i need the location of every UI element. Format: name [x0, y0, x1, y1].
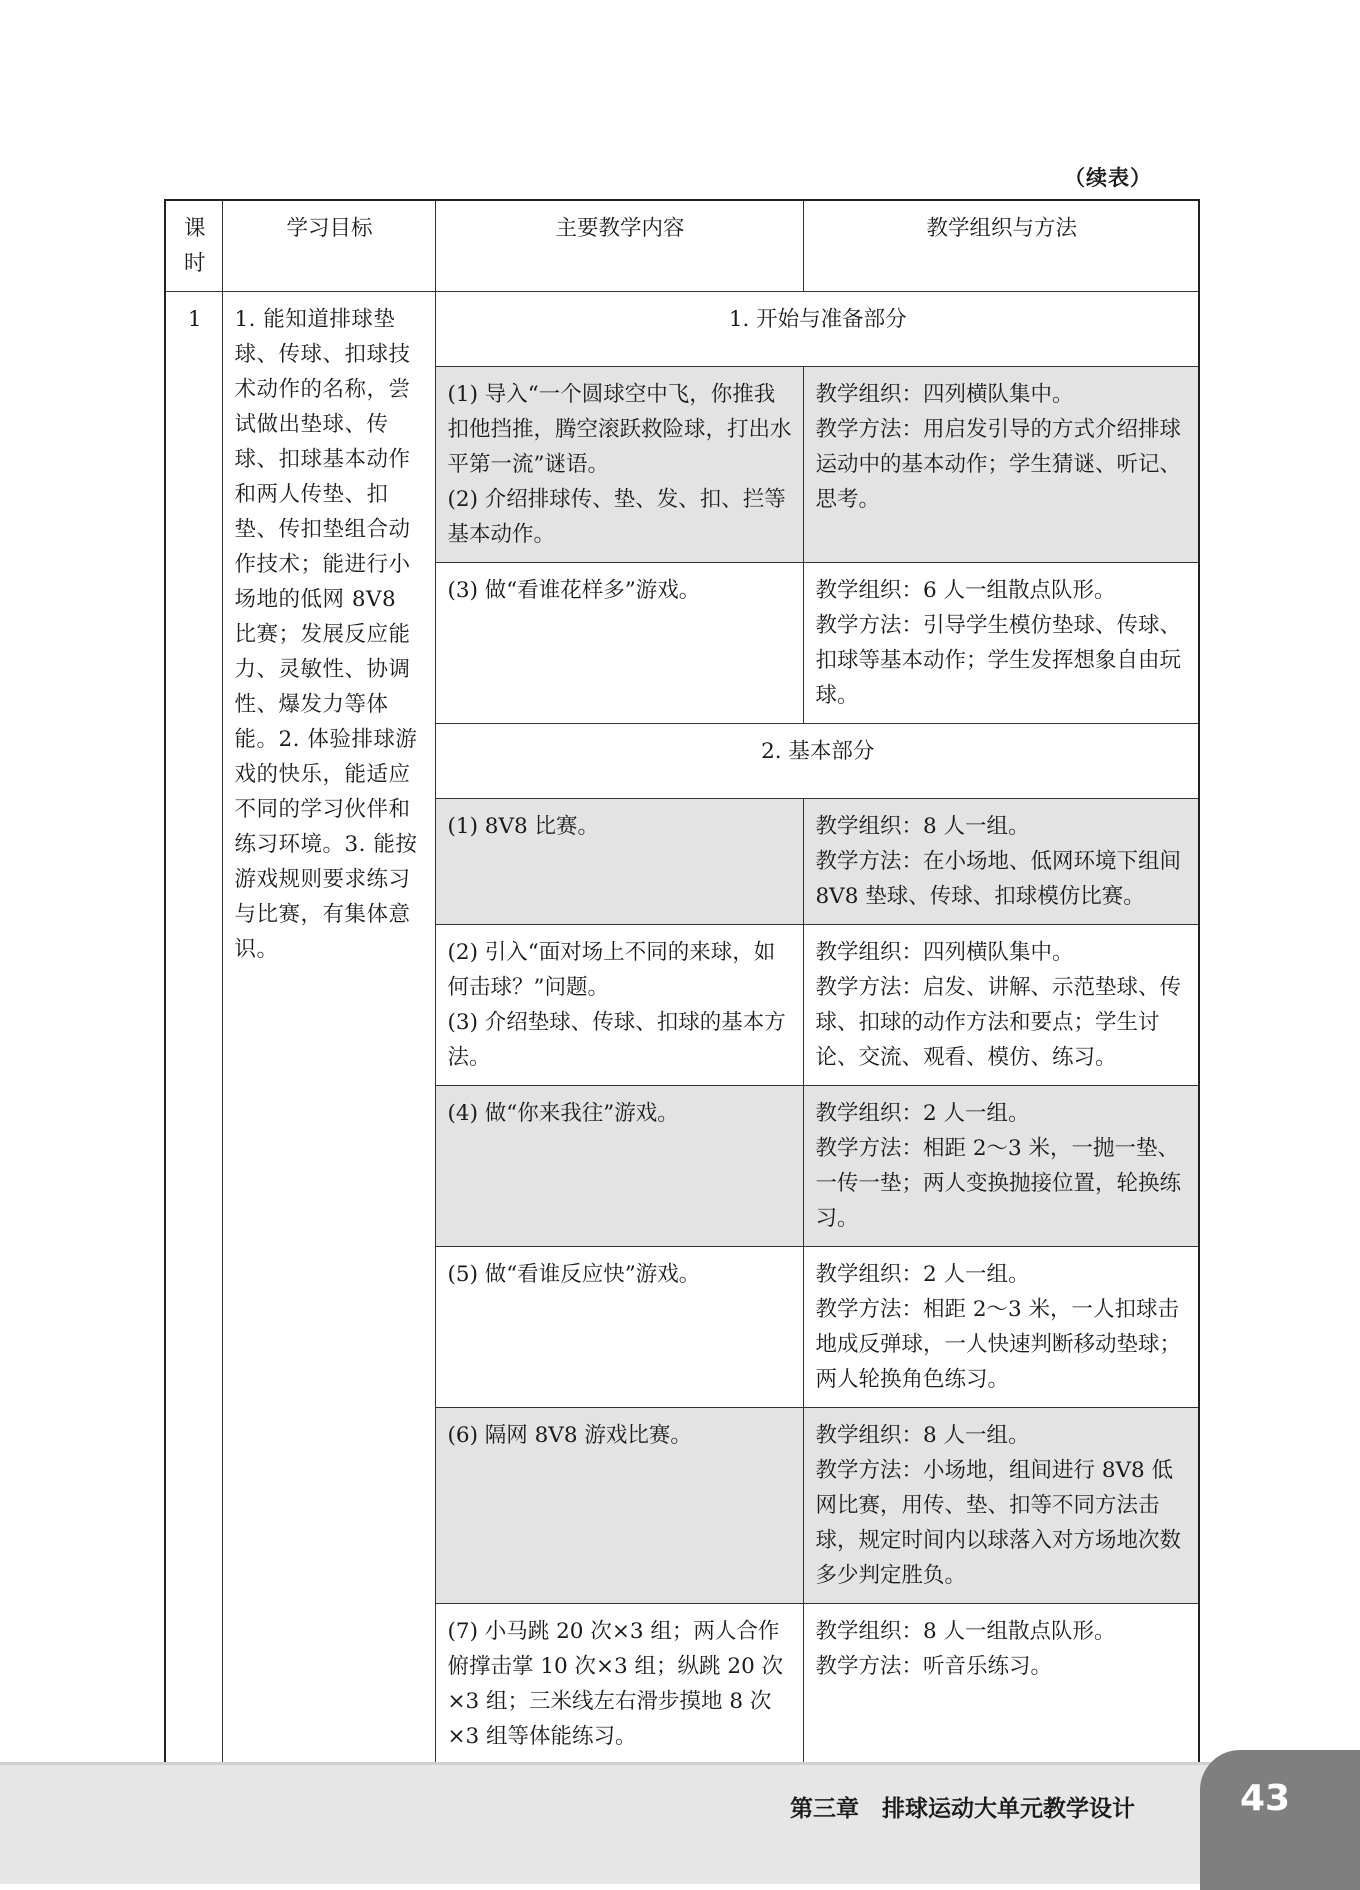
method-cell [803, 925, 1199, 1086]
content-cell [435, 563, 803, 724]
organization-text: 教学组织：2 人一组。 [815, 1101, 1030, 1126]
organization-text: 教学组织：8 人一组散点队形。 [815, 1619, 1116, 1644]
method-text: 教学方法：小场地，组间进行 8V8 低网比赛，用传、垫、扣等不同方法击球，规定时间内以球落入对方场地次数多少判定胜负。 [815, 1458, 1182, 1588]
content-text: (4) 做“你来我往”游戏。 [447, 1101, 679, 1126]
content-text: (1) 导入“一个圆球空中飞，你推我扣他挡推，腾空滚跃救险球，打出水平第一流”谜语。 [447, 382, 792, 477]
method-cell [803, 799, 1199, 925]
section-title: 1. 开始与准备部分 [435, 292, 1199, 367]
method-text: 教学方法：用启发引导的方式介绍排球运动中的基本动作；学生猜谜、听记、思考。 [815, 417, 1182, 512]
section-title: 2. 基本部分 [435, 724, 1199, 799]
table-header-row [165, 200, 1199, 292]
method-text: 教学方法：在小场地、低网环境下组间 8V8 垫球、传球、扣球模仿比赛。 [815, 849, 1182, 909]
method-cell [803, 367, 1199, 563]
method-cell [803, 563, 1199, 724]
content-cell [435, 367, 803, 563]
method-cell [803, 1247, 1199, 1408]
lesson-number: 1 [165, 292, 222, 1775]
content-cell [435, 925, 803, 1086]
content-text: (2) 介绍排球传、垫、发、扣、拦等基本动作。 [447, 487, 786, 547]
method-cell [803, 1408, 1199, 1604]
organization-text: 教学组织：8 人一组。 [815, 1423, 1030, 1448]
continued-label: （续表） [1064, 166, 1152, 190]
content-cell [435, 1086, 803, 1247]
organization-text: 教学组织：四列横队集中。 [815, 382, 1074, 407]
method-cell [803, 1604, 1199, 1775]
method-cell [803, 1086, 1199, 1247]
organization-text: 教学组织：2 人一组。 [815, 1262, 1030, 1287]
content-text: (2) 引入“面对场上不同的来球，如何击球？”问题。 [447, 940, 776, 1000]
content-text: (3) 做“看谁花样多”游戏。 [447, 578, 701, 603]
content-text: (7) 小马跳 20 次×3 组；两人合作俯撑击掌 10 次×3 组；纵跳 20 次×3 组；三米线左右滑步摸地 8 次×3 组等体能练习。 [447, 1619, 784, 1749]
content-cell [435, 1408, 803, 1604]
header-content: 主要教学内容 [435, 200, 803, 292]
chapter-title: 第三章 排球运动大单元教学设计 [790, 1796, 1135, 1822]
lesson-plan-table [164, 199, 1200, 1776]
method-text: 教学方法：启发、讲解、示范垫球、传球、扣球的动作方法和要点；学生讨论、交流、观看、模仿、练习。 [815, 975, 1182, 1070]
organization-text: 教学组织：四列横队集中。 [815, 940, 1074, 965]
content-text: (3) 介绍垫球、传球、扣球的基本方法。 [447, 1010, 786, 1070]
learning-goals: 1. 能知道排球垫球、传球、扣球技术动作的名称，尝试做出垫球、传球、扣球基本动作和两人传垫、扣垫、传扣垫组合动作技术；能进行小场地的低网 8V8 比赛；发展反应能力、灵敏性、协调性、爆发力等体能。2. 体验排球游戏的快乐，能适应不同的学习伙伴和练习环境。3. 能按游戏规则要求练习与比赛，有集体意识。 [222, 292, 435, 1775]
content-text: (1) 8V8 比赛。 [447, 814, 600, 839]
content-text: (5) 做“看谁反应快”游戏。 [447, 1262, 701, 1287]
method-text: 教学方法：听音乐练习。 [815, 1654, 1053, 1679]
section-row [165, 292, 1199, 367]
page-number-tab [1200, 1750, 1360, 1890]
header-goals: 学习目标 [222, 200, 435, 292]
header-method: 教学组织与方法 [803, 200, 1199, 292]
content-cell [435, 1604, 803, 1775]
page-number: 43 [1240, 1778, 1291, 1819]
method-text: 教学方法：引导学生模仿垫球、传球、扣球等基本动作；学生发挥想象自由玩球。 [815, 613, 1182, 708]
organization-text: 教学组织：8 人一组。 [815, 814, 1030, 839]
organization-text: 教学组织：6 人一组散点队形。 [815, 578, 1116, 603]
content-cell [435, 1247, 803, 1408]
content-text: (6) 隔网 8V8 游戏比赛。 [447, 1423, 692, 1448]
header-lesson: 课时 [165, 200, 222, 292]
footer-divider [0, 1762, 1360, 1765]
method-text: 教学方法：相距 2～3 米，一人扣球击地成反弹球，一人快速判断移动垫球；两人轮换角色练习。 [815, 1297, 1182, 1392]
method-text: 教学方法：相距 2～3 米，一抛一垫、一传一垫；两人变换抛接位置，轮换练习。 [815, 1136, 1182, 1231]
content-cell [435, 799, 803, 925]
page-footer [0, 1762, 1360, 1884]
